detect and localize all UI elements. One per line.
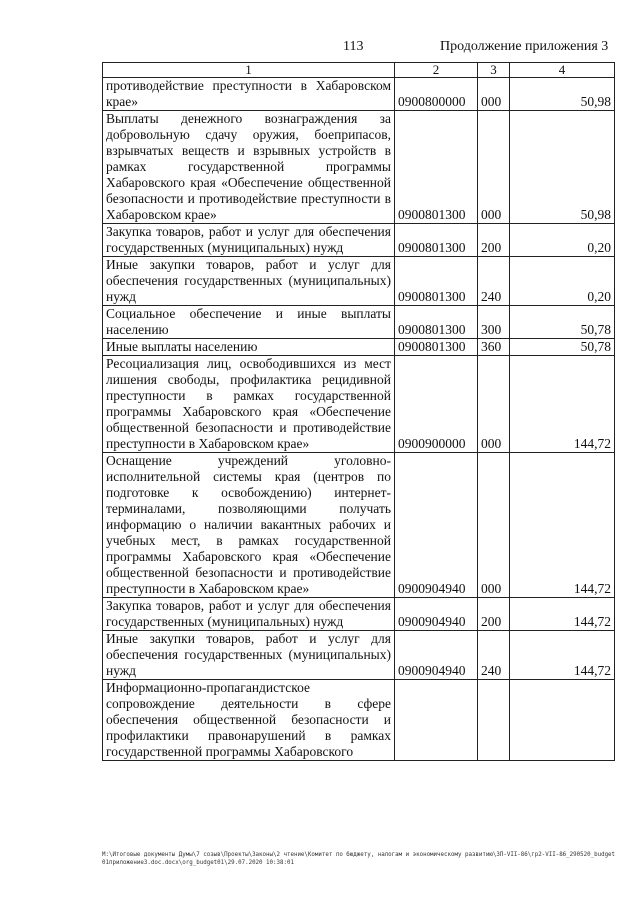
row-target-code: 0900801300	[395, 224, 478, 257]
row-expense-type: 000	[478, 78, 510, 111]
row-name: Закупка товаров, работ и услуг для обеспечения государственных (муниципальных) нужд	[103, 224, 395, 257]
row-name: Иные закупки товаров, работ и услуг для обеспечения государственных (муниципальных) нужд	[103, 257, 395, 306]
column-header: 3	[478, 63, 510, 78]
table-row	[103, 78, 615, 111]
row-amount: 50,98	[510, 111, 615, 224]
row-amount: 144,72	[510, 453, 615, 598]
row-expense-type: 000	[478, 111, 510, 224]
row-expense-type: 200	[478, 598, 510, 631]
column-header: 1	[103, 63, 395, 78]
row-name: Оснащение учреждений уголовно-исполнительной системы края (центров по подготовке к освобождению) интернет-терминалами, позволяющими получать информацию о наличии вакантных рабочих и учебных мест, в рамках государственной программы Хабаровского края «Обеспечение общественной безопасности и противодействие преступности в Хабаровском крае»	[103, 453, 395, 598]
table-row	[103, 631, 615, 680]
table-row	[103, 680, 615, 761]
row-expense-type: 200	[478, 224, 510, 257]
table-row	[103, 339, 615, 356]
row-amount: 50,78	[510, 339, 615, 356]
budget-table	[102, 62, 615, 761]
row-name: Ресоциализация лиц, освободившихся из мест лишения свободы, профилактика рецидивной преступности в рамках государственной программы Хабаровского края «Обеспечение общественной безопасности и противодействие преступности в Хабаровском крае»	[103, 356, 395, 453]
row-target-code	[395, 680, 478, 761]
row-target-code: 0900904940	[395, 598, 478, 631]
appendix-continuation-label: Продолжение приложения 3	[440, 39, 609, 54]
column-header: 4	[510, 63, 615, 78]
row-amount: 50,78	[510, 306, 615, 339]
row-target-code: 0900801300	[395, 306, 478, 339]
table-row	[103, 306, 615, 339]
row-expense-type: 240	[478, 257, 510, 306]
table-row	[103, 453, 615, 598]
row-target-code: 0900801300	[395, 257, 478, 306]
table-row	[103, 356, 615, 453]
row-expense-type: 240	[478, 631, 510, 680]
row-expense-type: 360	[478, 339, 510, 356]
row-amount: 0,20	[510, 257, 615, 306]
row-target-code: 0900900000	[395, 356, 478, 453]
table-row	[103, 224, 615, 257]
document-path-footer: M:\Итоговые документы Думы\7 созыв\Проекты\Законы\2 чтение\Комитет по бюджету, налогам и экономическому развитию\ЗП-VII-86\гр2-VII-86_290520_budget01приложение3.doc.docx\org_budget01\29.07.2020 10:38:01	[102, 852, 616, 866]
row-target-code: 0900801300	[395, 111, 478, 224]
row-expense-type: 000	[478, 356, 510, 453]
row-expense-type: 300	[478, 306, 510, 339]
row-name: Информационно-пропагандистское сопровождение деятельности в сфере обеспечения общественной безопасности и профилактики правонарушений в рамках государственной программы Хабаровского	[103, 680, 395, 761]
table-row	[103, 257, 615, 306]
row-expense-type	[478, 680, 510, 761]
row-amount: 0,20	[510, 224, 615, 257]
table-row	[103, 598, 615, 631]
page-number: 113	[343, 39, 364, 54]
row-name: Закупка товаров, работ и услуг для обеспечения государственных (муниципальных) нужд	[103, 598, 395, 631]
row-target-code: 0900904940	[395, 453, 478, 598]
row-target-code: 0900904940	[395, 631, 478, 680]
table-row	[103, 111, 615, 224]
row-name: Иные выплаты населению	[103, 339, 395, 356]
row-expense-type: 000	[478, 453, 510, 598]
table-header-row	[103, 63, 615, 78]
row-amount: 144,72	[510, 356, 615, 453]
row-target-code: 0900800000	[395, 78, 478, 111]
row-amount: 144,72	[510, 598, 615, 631]
row-name: Иные закупки товаров, работ и услуг для обеспечения государственных (муниципальных) нужд	[103, 631, 395, 680]
row-amount	[510, 680, 615, 761]
row-name: Социальное обеспечение и иные выплаты населению	[103, 306, 395, 339]
row-amount: 144,72	[510, 631, 615, 680]
row-target-code: 0900801300	[395, 339, 478, 356]
column-header: 2	[395, 63, 478, 78]
row-name: Выплаты денежного вознаграждения за добровольную сдачу оружия, боеприпасов, взрывчатых веществ и взрывных устройств в рамках государственной программы Хабаровского края «Обеспечение общественной безопасности и противодействие преступности в Хабаровском крае»	[103, 111, 395, 224]
row-amount: 50,98	[510, 78, 615, 111]
row-name: противодействие преступности в Хабаровском крае»	[103, 78, 395, 111]
